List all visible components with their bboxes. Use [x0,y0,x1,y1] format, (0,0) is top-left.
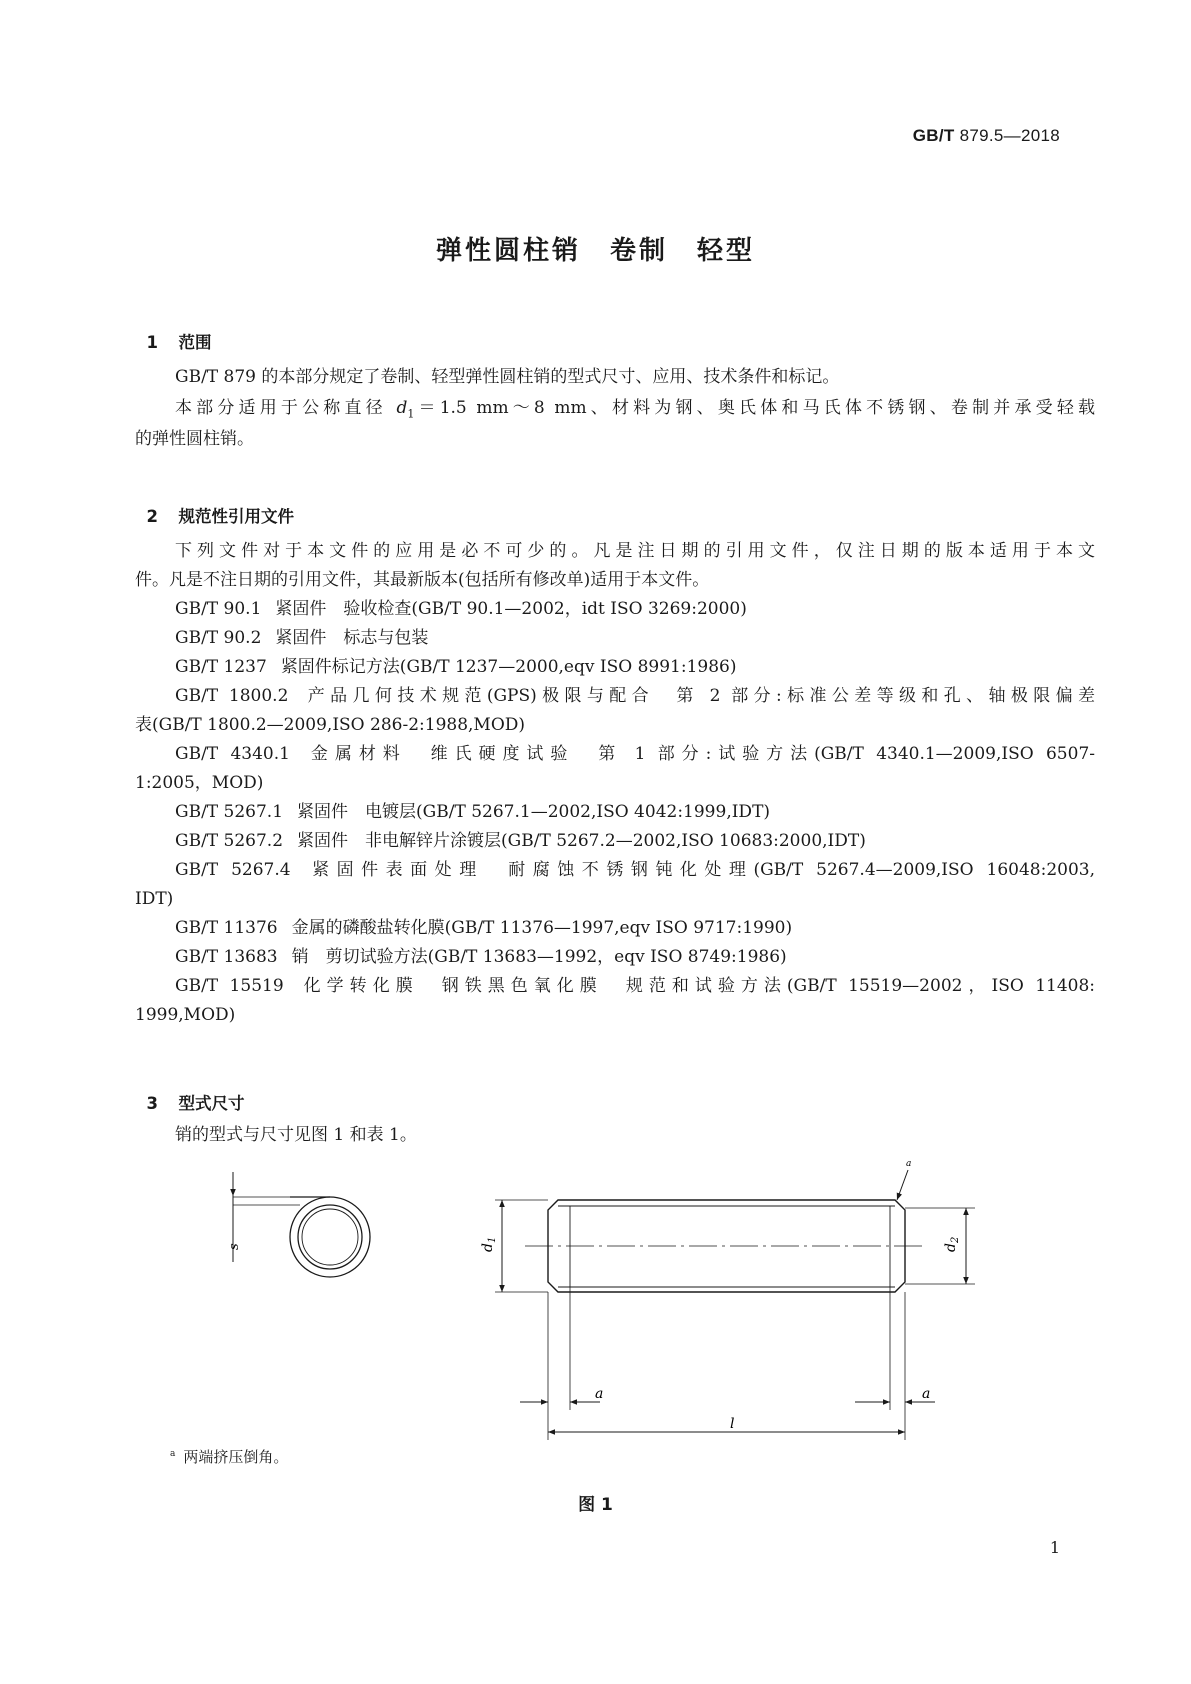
reference-code: GB/T 1237 [175,657,267,677]
reference-item [135,855,1095,886]
section-2-heading [135,484,294,527]
document-title: 弹性圆柱销 卷制 轻型 [435,236,755,266]
norm-intro-2: 件。凡是不注日期的引用文件，其最新版本(包括所有修改单)适用于本文件。 [135,570,710,590]
reference-code: GB/T 5267.1 [175,802,284,822]
reference-item [135,913,1095,944]
reference-title: 金属的磷酸盐转化膜(GB/T 11376—1997,eqv ISO 9717:1990) [291,918,793,938]
reference-title: 化学转化膜 钢铁黑色氧化膜 规范和试验方法(GB/T 15519—2002，ISO 11408: [297,976,1095,996]
section-3-heading [135,1071,245,1114]
reference-code: GB/T 13683 [175,947,278,967]
standard-number [913,126,1060,146]
reference-code: GB/T 15519 [175,976,284,996]
reference-item-cont: 1999,MOD) [135,1005,236,1025]
scope-text-a: 本部分适用于公称直径 [175,398,397,418]
norm-intro-1: 下列文件对于本文件的应用是必不可少的。凡是注日期的引用文件，仅注日期的版本适用于本文 [175,541,1095,561]
reference-title: 销 剪切试验方法(GB/T 13683—1992，eqv ISO 8749:1986) [291,947,787,967]
section-number: 3 [146,1094,158,1113]
label-l: l [730,1416,735,1432]
reference-item [135,739,1095,770]
section-title: 规范性引用文件 [178,507,294,526]
reference-item [135,681,1095,712]
label-note-mark: a [906,1159,912,1169]
label-d1: $d_1$ [480,1236,498,1252]
page-number: 1 [1049,1538,1060,1557]
reference-item [135,971,1095,1002]
reference-code: GB/T 90.2 [175,628,262,648]
symbol-subscript: 1 [407,407,415,421]
reference-title: 紧固件 标志与包装 [275,628,429,648]
label-s: s [227,1243,242,1250]
inner-coil-circle [298,1205,362,1269]
scope-para-1: GB/T 879 的本部分规定了卷制、轻型弹性圆柱销的型式尺寸、应用、技术条件和标记。 [175,367,840,387]
footnote-mark: a [170,1449,176,1459]
symbol-d: d [396,398,408,418]
note-leader [897,1170,908,1200]
figure-1-drawing [0,1150,1191,1450]
reference-code: GB/T 5267.4 [175,860,291,880]
reference-title: 紧固件表面处理 耐腐蚀不锈钢钝化处理(GB/T 5267.4—2009,ISO 16048:2003, [304,860,1095,880]
reference-code: GB/T 5267.2 [175,831,284,851]
reference-title: 金属材料 维氏硬度试验 第 1 部分:试验方法(GB/T 4340.1—2009,ISO 6507- [303,744,1096,764]
label-a-right: a [922,1386,931,1402]
section-title: 范围 [178,333,212,352]
footnote-text: 两端挤压倒角。 [183,1448,289,1466]
standard-code: 879.5—2018 [959,126,1060,145]
reference-code: GB/T 90.1 [175,599,262,619]
figure-caption: 图 1 [578,1495,613,1515]
reference-item [135,623,1095,654]
dimensions-para: 销的型式与尺寸见图 1 和表 1。 [175,1125,417,1145]
reference-item [135,826,1095,857]
section-number: 1 [146,333,158,352]
section-1-heading [135,310,212,353]
reference-item-cont: 表(GB/T 1800.2—2009,ISO 286-2:1988,MOD) [135,715,526,735]
reference-item [135,594,1095,625]
section-title: 型式尺寸 [178,1094,245,1113]
reference-title: 紧固件标记方法(GB/T 1237—2000,eqv ISO 8991:1986) [280,657,737,677]
reference-item [135,942,1095,973]
reference-title: 产品几何技术规范(GPS)极限与配合 第 2 部分:标准公差等级和孔、轴极限偏差 [302,686,1096,706]
reference-title: 紧固件 电镀层(GB/T 5267.1—2002,ISO 4042:1999,IDT) [297,802,771,822]
reference-item-cont: 1:2005，MOD) [135,773,264,793]
scope-para-2-cont: 的弹性圆柱销。 [135,429,254,449]
figure-footnote [170,1446,288,1467]
reference-title: 紧固件 非电解锌片涂镀层(GB/T 5267.2—2002,ISO 10683:2000,IDT) [297,831,866,851]
reference-item [135,652,1095,683]
scope-text-b: ＝1.5 mm～8 mm、材料为钢、奥氏体和马氏体不锈钢、卷制并承受轻载 [414,398,1096,418]
reference-code: GB/T 11376 [175,918,278,938]
side-view [495,1170,975,1440]
label-d2: $d_2$ [943,1236,961,1252]
label-a-left: a [595,1386,604,1402]
standard-prefix: GB/T [912,126,955,145]
reference-item [135,797,1095,828]
reference-code: GB/T 1800.2 [175,686,289,706]
reference-code: GB/T 4340.1 [175,744,290,764]
reference-item-cont: IDT) [135,889,174,909]
reference-title: 紧固件 验收检查(GB/T 90.1—2002，idt ISO 3269:2000) [275,599,747,619]
core-circle [302,1209,358,1265]
section-number: 2 [146,507,158,526]
end-view [233,1172,370,1277]
